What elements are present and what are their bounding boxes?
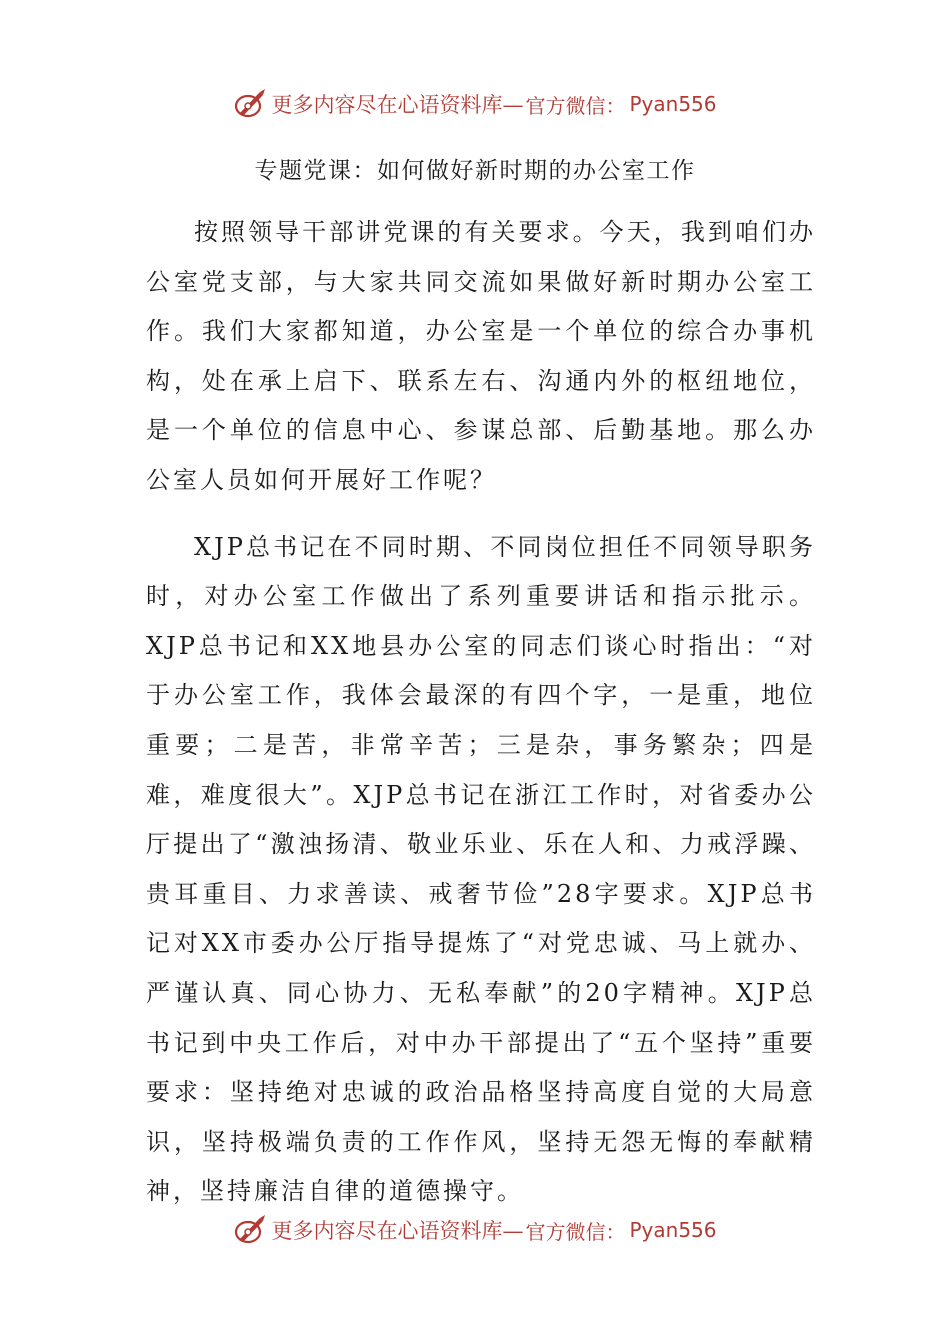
- footer-banner: [0, 1208, 950, 1252]
- banner-wechat-id: Pyan556: [629, 92, 717, 116]
- quill-pen-logo-icon: [233, 87, 267, 121]
- body-paragraph: 按照领导干部讲党课的有关要求。今天，我到咱们办公室党支部，与大家共同交流如果做好新时期办公室工作。我们大家都知道，办公室是一个单位的综合办事机构，处在承上启下、联系左右、沟通内外的枢纽地位，是一个单位的信息中心、参谋总部、后勤基地。那么办公室人员如何开展好工作呢？: [146, 218, 816, 494]
- banner-wechat-label: 官方微信：: [525, 1219, 626, 1244]
- header-banner: [0, 82, 950, 126]
- quill-pen-logo-icon: [233, 1213, 267, 1247]
- banner-tagline: 更多内容尽在心语资料库—: [271, 1219, 524, 1243]
- banner-wechat-id: Pyan556: [629, 1218, 717, 1242]
- banner-tagline: 更多内容尽在心语资料库—: [271, 93, 524, 117]
- document-title: 专题党课：如何做好新时期的办公室工作: [254, 158, 696, 184]
- document-body: [146, 208, 816, 1217]
- banner-wechat-label: 官方微信：: [525, 93, 626, 118]
- body-paragraph: XJP总书记在不同时期、不同岗位担任不同领导职务时，对办公室工作做出了系列重要讲话和指示批示。XJP总书记和XX地县办公室的同志们谈心时指出：“对于办公室工作，我体会最深的有四个字，一是重，地位重要；二是苦，非常辛苦；三是杂，事务繁杂；四是难，难度很大”。XJP总书记在浙江工作时，对省委办公厅提出了“激浊扬清、敬业乐业、乐在人和、力戒浮躁、贵耳重目、力求善读、戒奢节俭”28字要求。XJP总书记对XX市委办公厅指导提炼了“对党忠诚、马上就办、严谨认真、同心协力、无私奉献”的20字精神。XJP总书记到中央工作后，对中办干部提出了“五个坚持”重要要求：坚持绝对忠诚的政治品格坚持高度自觉的大局意识，坚持极端负责的工作作风，坚持无怨无悔的奉献精神，坚持廉洁自律的道德操守。: [146, 532, 816, 1206]
